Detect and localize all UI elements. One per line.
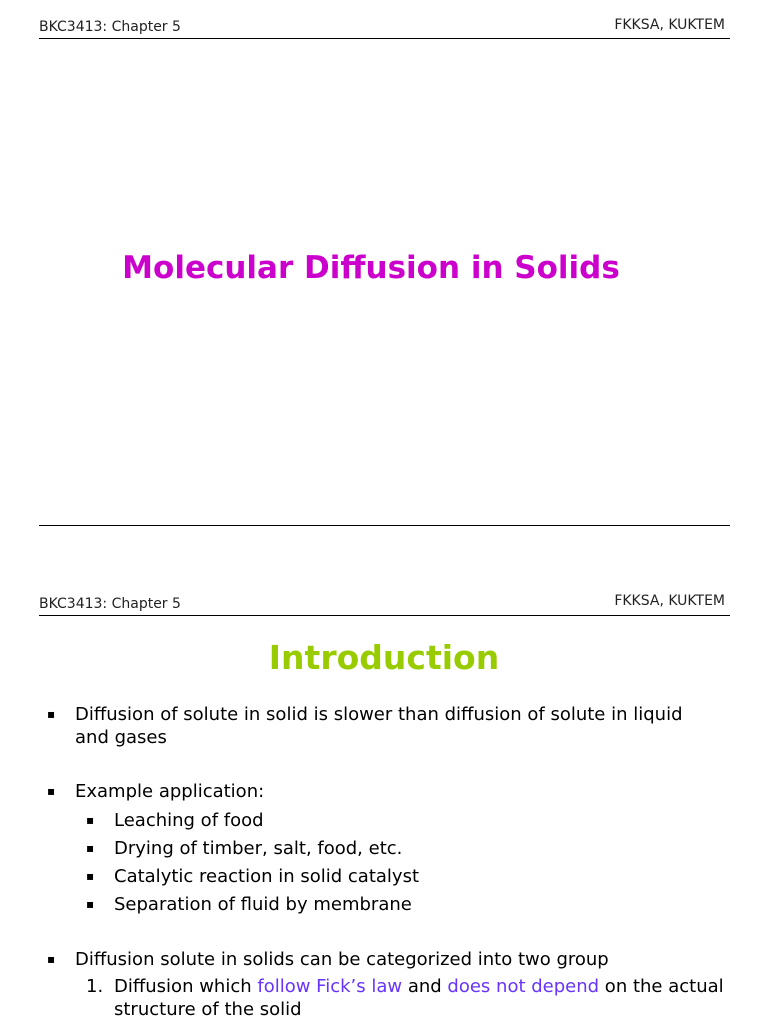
bullet-item xyxy=(47,703,707,749)
bullet-text: Diffusion of solute in solid is slower than diffusion of solute in liquid and gases xyxy=(75,704,683,748)
highlight-does-not-depend: does not depend xyxy=(447,976,600,997)
bullet-marker-icon: ▪ xyxy=(86,869,95,883)
bullet-marker-icon: ▪ xyxy=(47,784,56,798)
header-course-label: BKC3413: Chapter 5 xyxy=(39,596,181,612)
header-divider xyxy=(39,615,730,616)
numbered-text-part: and xyxy=(402,976,448,997)
header-course-label: BKC3413: Chapter 5 xyxy=(39,19,181,35)
numbered-text-part: Diffusion which xyxy=(114,976,258,997)
sub-bullet-item xyxy=(86,865,706,888)
header-institution-label: FKKSA, KUKTEM xyxy=(614,593,725,609)
bullet-marker-icon: ▪ xyxy=(47,707,56,721)
bullet-text: Example application: xyxy=(75,781,265,802)
bullet-marker-icon: ▪ xyxy=(86,813,95,827)
sub-bullet-item xyxy=(86,893,706,916)
header-institution-label: FKKSA, KUKTEM xyxy=(614,17,725,33)
sub-bullet-text: Separation of fluid by membrane xyxy=(114,894,412,915)
sub-bullet-item xyxy=(86,837,706,860)
bullet-marker-icon: ▪ xyxy=(86,897,95,911)
sub-bullet-text: Drying of timber, salt, food, etc. xyxy=(114,838,403,859)
bullet-item xyxy=(47,780,707,803)
sub-bullet-text: Catalytic reaction in solid catalyst xyxy=(114,866,419,887)
sub-bullet-item xyxy=(86,809,706,832)
slide-bottom-divider xyxy=(39,525,730,526)
bullet-text: Diffusion solute in solids can be categorized into two group xyxy=(75,949,609,970)
bullet-item xyxy=(47,948,707,971)
numbered-item-text xyxy=(114,975,726,1021)
highlight-ficks-law: follow Fick’s law xyxy=(257,976,403,997)
header-divider xyxy=(39,38,730,39)
numbered-text-part: on the actual structure of the solid xyxy=(114,976,724,1020)
bullet-marker-icon: ▪ xyxy=(47,952,56,966)
slide-introduction xyxy=(0,540,768,1024)
numbered-item xyxy=(86,975,726,1021)
slide-section-title: Introduction xyxy=(268,638,500,677)
sub-bullet-text: Leaching of food xyxy=(114,810,264,831)
slide-main-title: Molecular Diffusion in Solids xyxy=(122,250,620,286)
bullet-marker-icon: ▪ xyxy=(86,841,95,855)
numbered-item-number: 1. xyxy=(86,976,104,997)
